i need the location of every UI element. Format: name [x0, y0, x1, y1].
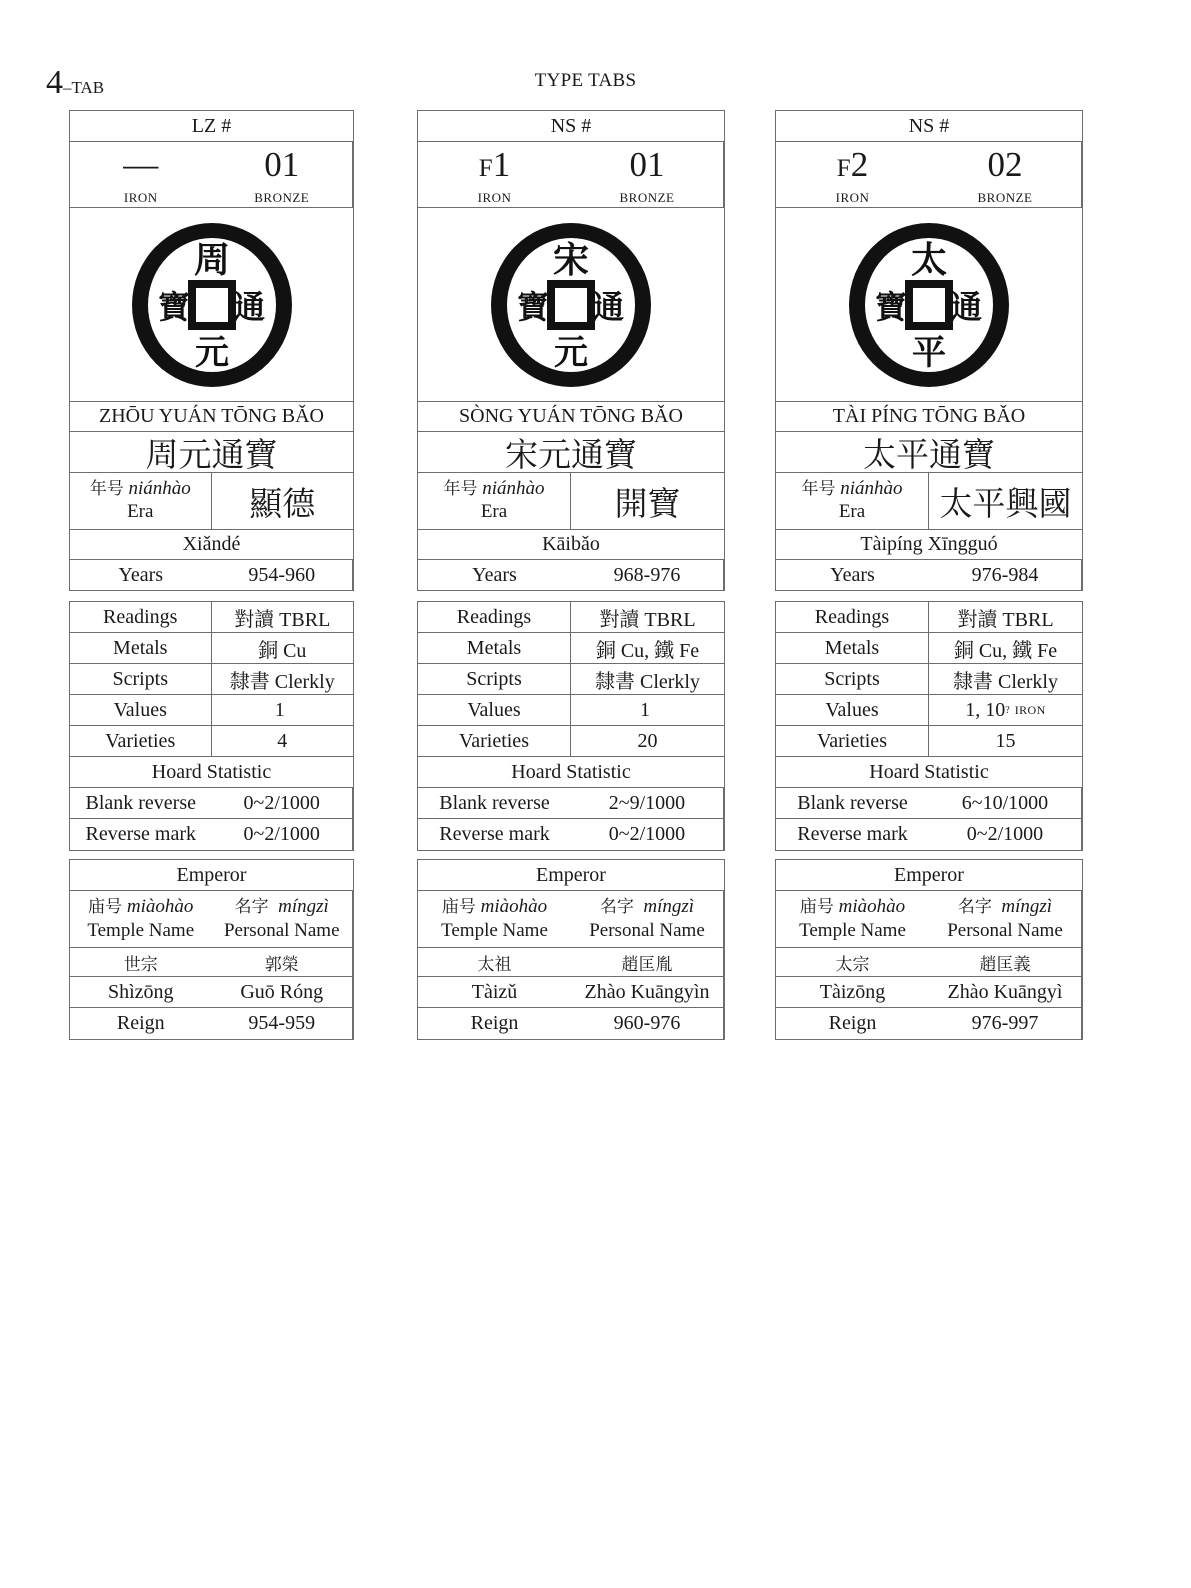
- temple-label-pinyin: miàohào: [838, 896, 906, 918]
- coin-image-cell: [776, 208, 1082, 402]
- era-pinyin: Kāibǎo: [418, 530, 724, 560]
- years-value: 976-984: [929, 560, 1082, 590]
- bronze-label: BRONZE: [254, 190, 310, 205]
- coin-char-bottom: 元: [554, 332, 588, 373]
- iron-number-cell: [418, 142, 571, 208]
- temple-label-en: Temple Name: [799, 920, 906, 941]
- bronze-number: 02: [987, 145, 1023, 184]
- personal-label-pinyin: míngzì: [643, 896, 695, 918]
- values-label: Values: [418, 695, 571, 726]
- era-label-line1: [90, 478, 191, 501]
- varieties-value: 20: [571, 726, 724, 757]
- temple-name-label-cell: [418, 891, 571, 948]
- era-label-pinyin: niánhào: [128, 478, 191, 500]
- scripts-value: 隸書 Clerkly: [571, 664, 724, 695]
- metals-value: 銅 Cu, 鐵 Fe: [571, 633, 724, 664]
- era-pinyin: Xiǎndé: [70, 530, 353, 560]
- era-chinese: 太平興國: [929, 473, 1082, 530]
- emperor-header: Emperor: [418, 860, 724, 891]
- temple-name-pinyin: Shìzōng: [70, 977, 212, 1008]
- personal-label-pinyin: míngzì: [278, 896, 329, 918]
- hoard-statistic-header: Hoard Statistic: [418, 757, 724, 788]
- years-label: Years: [830, 563, 875, 586]
- coin-identity-table: [775, 110, 1083, 591]
- varieties-label: Varieties: [418, 726, 571, 757]
- personal-label-en: Personal Name: [947, 920, 1063, 941]
- era-chinese: 顯德: [212, 473, 354, 530]
- era-label-cn: 年号: [89, 479, 124, 500]
- type-tab-card: [775, 110, 1083, 1040]
- personal-name-pinyin: Guō Róng: [212, 977, 354, 1008]
- reverse-mark-value: 0~2/1000: [929, 819, 1082, 850]
- emperor-table: [775, 859, 1083, 1040]
- catalog-ref-header: LZ #: [70, 111, 353, 142]
- readings-value: 對讀 TBRL: [571, 602, 724, 633]
- personal-name-chinese: 趙匡胤: [571, 948, 724, 977]
- readings-label: Readings: [70, 602, 212, 633]
- coin-image: [129, 220, 295, 390]
- readings-label: Readings: [418, 602, 571, 633]
- scripts-label: Scripts: [418, 664, 571, 695]
- blank-reverse-label: Blank reverse: [776, 788, 929, 819]
- coin-attributes-table: [775, 601, 1083, 851]
- iron-number-prefix: F: [478, 155, 493, 182]
- varieties-label: Varieties: [776, 726, 929, 757]
- reign-label: Reign: [470, 1012, 519, 1034]
- personal-name-label-cell: [212, 891, 354, 948]
- temple-name-pinyin: Tàizōng: [776, 977, 929, 1008]
- scripts-label: Scripts: [776, 664, 929, 695]
- page-title: TYPE TABS: [534, 70, 637, 91]
- coin-image: [846, 220, 1012, 390]
- reign-value: 954-959: [212, 1008, 354, 1039]
- personal-name-label-cell: [571, 891, 724, 948]
- scripts-label: Scripts: [70, 664, 212, 695]
- values-value-cell: [571, 695, 724, 726]
- personal-label-cn: 名字: [599, 897, 634, 918]
- coin-char-left: 寶: [874, 287, 908, 326]
- personal-label-pinyin: míngzì: [1001, 896, 1053, 918]
- values-note: IRON: [1014, 702, 1046, 717]
- varieties-value: 4: [212, 726, 354, 757]
- personal-name-chinese: 趙匡義: [929, 948, 1082, 977]
- temple-label-pinyin: miàohào: [480, 896, 548, 918]
- era-label-cn: 年号: [443, 479, 478, 500]
- personal-name-pinyin: Zhào Kuāngyì: [929, 977, 1082, 1008]
- type-tab-card: [69, 110, 354, 1040]
- bronze-number-cell: [212, 142, 354, 208]
- coin-image-cell: [70, 208, 353, 402]
- metals-label: Metals: [70, 633, 212, 664]
- values-value-cell: [212, 695, 354, 726]
- temple-label-en: Temple Name: [441, 920, 548, 941]
- reverse-mark-value: 0~2/1000: [212, 819, 354, 850]
- years-value: 954-960: [212, 560, 354, 590]
- reign-label: Reign: [116, 1012, 165, 1034]
- iron-number-cell: [70, 142, 212, 208]
- iron-label: IRON: [123, 190, 158, 205]
- values-label: Values: [776, 695, 929, 726]
- personal-name-chinese: 郭榮: [212, 948, 354, 977]
- metals-label: Metals: [418, 633, 571, 664]
- page-number-digit: 4: [46, 64, 63, 101]
- blank-reverse-value: 2~9/1000: [571, 788, 724, 819]
- reverse-mark-label: Reverse mark: [797, 823, 908, 845]
- iron-number: [479, 147, 510, 182]
- scripts-value: 隸書 Clerkly: [212, 664, 354, 695]
- bronze-number-cell: [929, 142, 1082, 208]
- iron-number-cell: [776, 142, 929, 208]
- iron-label: IRON: [477, 190, 512, 205]
- temple-name-label-cell: [776, 891, 929, 948]
- values-label: Values: [70, 695, 212, 726]
- chinese-title: 周元通寶: [70, 432, 353, 473]
- bronze-label: BRONZE: [619, 190, 675, 205]
- coin-char-left: 寶: [516, 287, 550, 326]
- reign-value: 976-997: [929, 1008, 1082, 1039]
- hoard-statistic-header: Hoard Statistic: [70, 757, 353, 788]
- personal-label-cn: 名字: [957, 897, 992, 918]
- coin-identity-table: [69, 110, 354, 591]
- coin-attributes-table: [417, 601, 725, 851]
- coin-attributes-table: [69, 601, 354, 851]
- blank-reverse-value: 0~2/1000: [212, 788, 354, 819]
- emperor-header: Emperor: [70, 860, 353, 891]
- pinyin-title: SÒNG YUÁN TŌNG BǍO: [418, 402, 724, 432]
- metals-label: Metals: [776, 633, 929, 664]
- years-value: 968-976: [571, 560, 724, 590]
- temple-name-pinyin: Tàizǔ: [418, 977, 571, 1008]
- coin-char-bottom: 元: [194, 332, 229, 373]
- temple-label-cn: 庙号: [441, 897, 476, 918]
- era-label-cell: [418, 473, 571, 530]
- readings-value: 對讀 TBRL: [212, 602, 354, 633]
- personal-label-cn: 名字: [234, 897, 269, 918]
- temple-name-chinese: 世宗: [70, 948, 212, 977]
- temple-label-cn: 庙号: [799, 897, 834, 918]
- temple-name-label-line1: [88, 895, 193, 919]
- bronze-number-cell: [571, 142, 724, 208]
- varieties-label: Varieties: [70, 726, 212, 757]
- reverse-mark-label: Reverse mark: [439, 823, 550, 845]
- values-value-cell: [929, 695, 1082, 726]
- catalog-ref-header: NS #: [418, 111, 724, 142]
- years-label: Years: [118, 563, 164, 586]
- personal-label-en: Personal Name: [589, 920, 705, 941]
- hoard-statistic-header: Hoard Statistic: [776, 757, 1082, 788]
- era-label-en: Era: [127, 501, 154, 522]
- personal-name-label-line1: [600, 895, 694, 919]
- coin-char-bottom: 平: [912, 332, 946, 373]
- blank-reverse-label: Blank reverse: [418, 788, 571, 819]
- era-label-pinyin: niánhào: [482, 478, 545, 500]
- bronze-number: 01: [264, 145, 300, 184]
- iron-number-prefix: F: [836, 155, 851, 182]
- personal-name-pinyin: Zhào Kuāngyìn: [571, 977, 724, 1008]
- temple-label-pinyin: miàohào: [126, 896, 194, 918]
- bronze-label: BRONZE: [977, 190, 1033, 205]
- coin-char-top: 周: [193, 239, 230, 281]
- coin-char-right: 通: [949, 287, 983, 326]
- era-label-pinyin: niánhào: [840, 478, 903, 500]
- era-pinyin: Tàipíng Xīngguó: [776, 530, 1082, 560]
- bronze-number: 01: [629, 145, 665, 184]
- values-value: 1, 10: [965, 698, 1006, 721]
- readings-value: 對讀 TBRL: [929, 602, 1082, 633]
- chinese-title: 宋元通寶: [418, 432, 724, 473]
- era-label-cell: [776, 473, 929, 530]
- iron-number: [123, 147, 158, 182]
- catalog-ref-header: NS #: [776, 111, 1082, 142]
- emperor-header: Emperor: [776, 860, 1082, 891]
- personal-name-label-line1: [958, 895, 1052, 919]
- reverse-mark-value: 0~2/1000: [571, 819, 724, 850]
- chinese-title: 太平通寶: [776, 432, 1082, 473]
- reign-label: Reign: [828, 1012, 877, 1034]
- iron-label: IRON: [835, 190, 870, 205]
- values-value: 1: [640, 698, 650, 721]
- pinyin-title: TÀI PÍNG TŌNG BǍO: [776, 402, 1082, 432]
- values-superscript: ?: [1005, 704, 1010, 716]
- blank-reverse-label: Blank reverse: [70, 788, 212, 819]
- temple-name-label-line1: [800, 895, 905, 919]
- coin-char-right: 通: [591, 287, 625, 326]
- era-label-cell: [70, 473, 212, 530]
- personal-name-label-line1: [235, 895, 329, 919]
- metals-value: 銅 Cu, 鐵 Fe: [929, 633, 1082, 664]
- coin-char-top: 宋: [552, 239, 590, 281]
- iron-number-value: 2: [850, 145, 869, 184]
- era-label-line1: [801, 478, 902, 501]
- readings-label: Readings: [776, 602, 929, 633]
- metals-value: 銅 Cu: [212, 633, 354, 664]
- iron-number: [837, 147, 868, 182]
- personal-name-label-cell: [929, 891, 1082, 948]
- temple-name-chinese: 太宗: [776, 948, 929, 977]
- personal-label-en: Personal Name: [223, 920, 340, 941]
- temple-label-en: Temple Name: [87, 920, 195, 941]
- era-label-line1: [443, 478, 544, 501]
- era-label-en: Era: [480, 501, 508, 522]
- coin-char-right: 通: [232, 287, 265, 326]
- era-label-en: Era: [838, 501, 866, 522]
- emperor-table: [69, 859, 354, 1040]
- coin-image-cell: [418, 208, 724, 402]
- coin-char-top: 太: [910, 239, 948, 281]
- era-chinese: 開寶: [571, 473, 724, 530]
- iron-number-value: 1: [492, 145, 511, 184]
- coin-identity-table: [417, 110, 725, 591]
- temple-name-label-line1: [442, 895, 547, 919]
- years-label: Years: [472, 563, 517, 586]
- temple-name-chinese: 太祖: [418, 948, 571, 977]
- temple-name-label-cell: [70, 891, 212, 948]
- type-tab-card: [417, 110, 725, 1040]
- iron-number-value: —: [123, 145, 159, 184]
- page-number-suffix: –TAB: [63, 78, 105, 97]
- values-value: 1: [274, 698, 285, 721]
- scripts-value: 隸書 Clerkly: [929, 664, 1082, 695]
- temple-label-cn: 庙号: [88, 897, 123, 918]
- reverse-mark-label: Reverse mark: [85, 823, 196, 845]
- era-label-cn: 年号: [801, 479, 836, 500]
- blank-reverse-value: 6~10/1000: [929, 788, 1082, 819]
- emperor-table: [417, 859, 725, 1040]
- pinyin-title: ZHŌU YUÁN TŌNG BǍO: [70, 402, 353, 432]
- reign-value: 960-976: [571, 1008, 724, 1039]
- coin-image: [488, 220, 654, 390]
- coin-char-left: 寶: [157, 287, 190, 326]
- varieties-value: 15: [929, 726, 1082, 757]
